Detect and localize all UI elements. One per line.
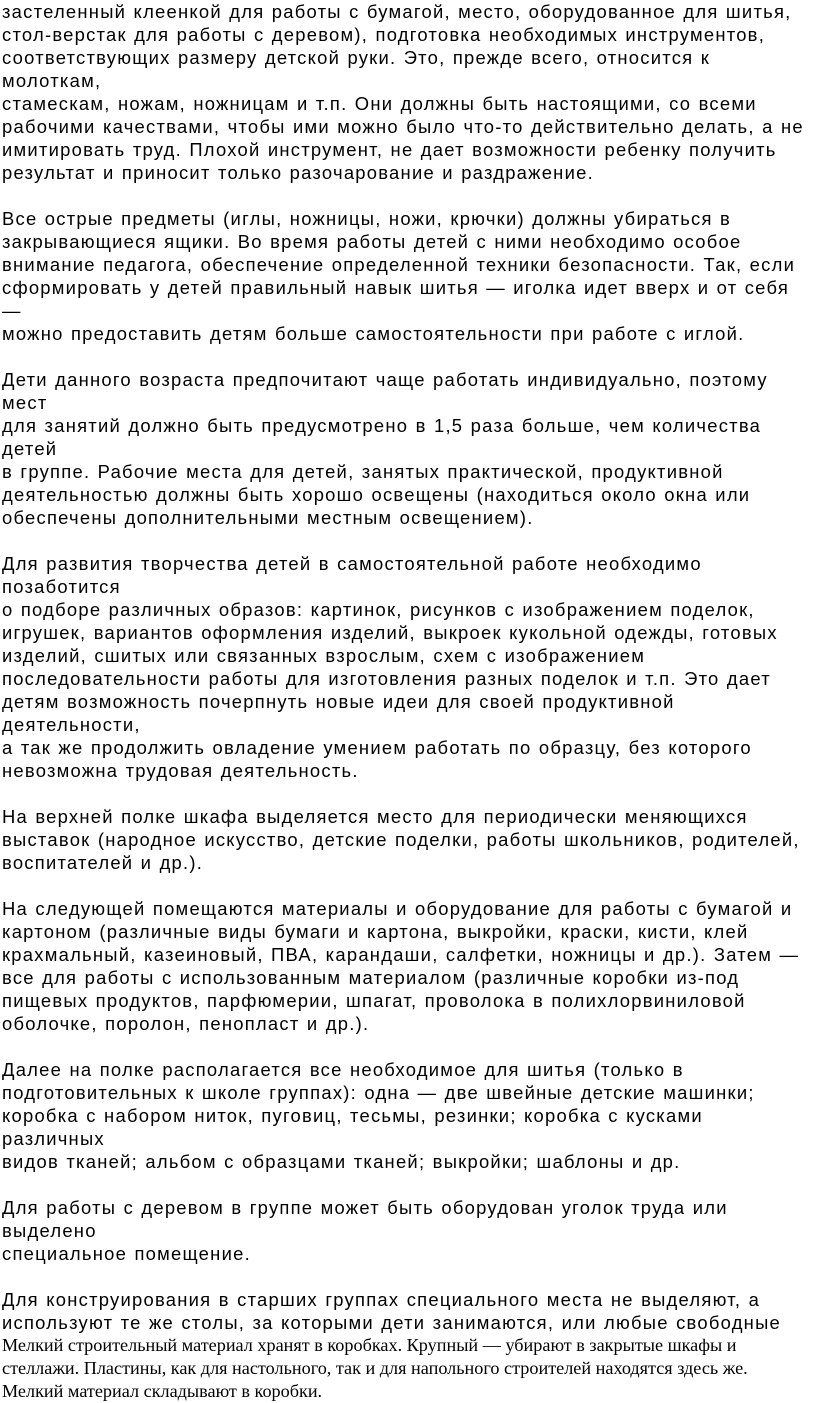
paragraph-paper-materials: На следующей помещаются материалы и оборудование для работы с бумагой и картоном (различные виды бумаги и картона, выкройки, краски, кисти, клей крахмальный, казеиновый, ПВА, карандаши, салфетки, ножницы и др.). Затем — все для работы с использованным материалом (различные коробки из-под пищевых продуктов, парфюмерии, шпагат, проволока в полихлорвиниловой оболочке, поролон, пенопласт и др.). xyxy=(2,898,800,1034)
paragraph-top-shelf: На верхней полке шкафа выделяется место для периодически меняющихся выставок (народное искусство, детские поделки, работы школьников, родителей, воспитателей и др.). xyxy=(2,806,800,873)
paragraph-gap xyxy=(2,874,812,897)
paragraph-gap xyxy=(2,529,812,552)
paragraph-gap xyxy=(2,782,812,805)
paragraph-workplaces: застеленный клеенкой для работы с бумагой, место, оборудованное для шитья, стол-верстак для работы с деревом), подготовка необходимых инструментов, соответствующих размеру детской руки. Это, прежде всего, относится к молоткам, стамескам, ножам, ножницам и т.п. Они должны быть настоящими, со всеми рабочими качествами, чтобы ими можно было что-то действительно делать, а не имитировать труд. Плохой инструмент, не дает возможности ребенку получить результат и приносит только разочарование и раздражение. xyxy=(2,1,804,183)
paragraph-gap xyxy=(2,1035,812,1058)
paragraph-gap xyxy=(2,345,812,368)
paragraph-gap xyxy=(2,184,812,207)
document-page xyxy=(2,0,812,1403)
paragraph-creativity: Для развития творчества детей в самостоятельной работе необходимо позаботится о подборе различных образов: картинок, рисунков с изображением поделок, игрушек, вариантов оформления изделий, выкроек кукольной одежды, готовых изделий, сшитых или связанных взрослым, схем с изображением последовательности работы для изготовления разных поделок и т.п. Это дает детям возможность почерпнуть новые идеи для своей продуктивной деятельности, а так же продолжить овладение умением работать по образцу, без которого невозможна трудовая деятельность. xyxy=(2,553,778,781)
paragraph-construction-lead: Для конструирования в старших группах специального места не выделяют, а используют те же столы, за которыми дети занимаются, или любые свободные xyxy=(2,1289,782,1333)
paragraph-construction xyxy=(2,1288,812,1403)
paragraph-gap xyxy=(2,1265,812,1288)
paragraph-sewing-shelf: Далее на полке располагается все необходимое для шитья (только в подготовительных к школе группах): одна — две швейные детские машинки; коробка с набором ниток, пуговиц, тесьмы, резинки; коробка с кусками различных видов тканей; альбом с образцами тканей; выкройки; шаблоны и др. xyxy=(2,1059,755,1172)
paragraph-individual-work: Дети данного возраста предпочитают чаще работать индивидуально, поэтому мест для занятий должно быть предусмотрено в 1,5 раза больше, чем количества детей в группе. Рабочие места для детей, занятых практической, продуктивной деятельностью должны быть хорошо освещены (находиться около окна или обеспечены дополнительными местным освещением). xyxy=(2,369,768,528)
paragraph-construction-tail: Мелкий строительный материал хранят в коробках. Крупный — убирают в закрытые шкафы и стеллажи. Пластины, как для настольного, так и для напольного строителей находятся здесь же. Мелкий материал складывают в коробки. xyxy=(2,1335,748,1401)
paragraph-sharp-objects: Все острые предметы (иглы, ножницы, ножи, крючки) должны убираться в закрывающиеся ящики. Во время работы детей с ними необходимо особое внимание педагога, обеспечение определенной техники безопасности. Так, если сформировать у детей правильный навык шитья — иголка идет вверх и от себя — можно предоставить детям больше самостоятельности при работе с иглой. xyxy=(2,208,796,344)
paragraph-woodwork: Для работы с деревом в группе может быть оборудован уголок труда или выделено специальное помещение. xyxy=(2,1197,728,1264)
paragraph-gap xyxy=(2,1173,812,1196)
